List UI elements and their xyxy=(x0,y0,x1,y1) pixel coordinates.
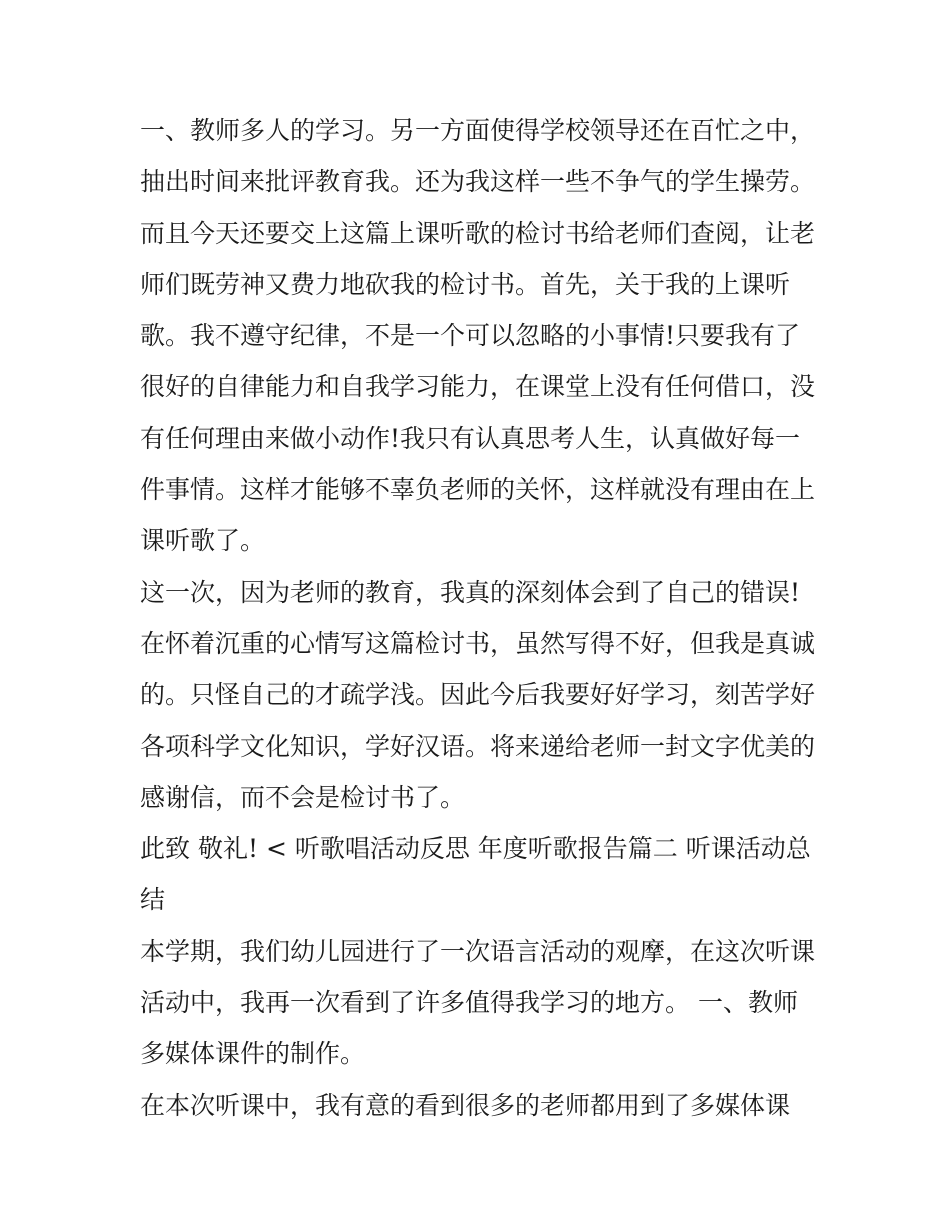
text-line: 而且今天还要交上这篇上课听歌的检讨书给老师们查阅，让老 xyxy=(140,218,816,248)
text-line: 的。只怪自己的才疏学浅。因此今后我要好好学习，刻苦学好 xyxy=(140,680,816,710)
text-line: 感谢信，而不会是检讨书了。 xyxy=(140,782,466,812)
text-line: 在本次听课中，我有意的看到很多的老师都用到了多媒体课 xyxy=(140,1090,791,1120)
text-line: 本学期，我们幼儿园进行了一次语言活动的观摩，在这次听课 xyxy=(140,936,816,966)
text-line: 歌。我不遵守纪律，不是一个可以忽略的小事情!只要我有了 xyxy=(140,321,801,351)
text-line: 活动中，我再一次看到了许多值得我学习的地方。 一、教师 xyxy=(140,988,798,1018)
text-line: 结 xyxy=(140,885,166,915)
text-line: 多媒体课件的制作。 xyxy=(140,1039,366,1069)
text-line: 在怀着沉重的心情写这篇检讨书，虽然写得不好，但我是真诚 xyxy=(140,628,816,658)
text-line: 这一次，因为老师的教育，我真的深刻体会到了自己的错误! xyxy=(140,577,801,607)
text-line: 师们既劳神又费力地砍我的检讨书。首先，关于我的上课听 xyxy=(140,269,791,299)
text-line: 各项科学文化知识，学好汉语。将来递给老师一封文字优美的 xyxy=(140,731,816,761)
text-line: 件事情。这样才能够不辜负老师的关怀，这样就没有理由在上 xyxy=(140,475,816,505)
text-line: 抽出时间来批评教育我。还为我这样一些不争气的学生操劳。 xyxy=(140,167,816,197)
text-line: 很好的自律能力和自我学习能力，在课堂上没有任何借口，没 xyxy=(140,372,816,402)
text-line: 课听歌了。 xyxy=(140,526,266,556)
body-text xyxy=(140,110,820,1136)
text-line: 一、教师多人的学习。另一方面使得学校领导还在百忙之中， xyxy=(140,116,816,145)
text-line: 此致 敬礼! < 听歌唱活动反思 年度听歌报告篇二 听课活动总 xyxy=(140,834,811,864)
text-line: 有任何理由来做小动作!我只有认真思考人生，认真做好每一 xyxy=(140,423,801,453)
